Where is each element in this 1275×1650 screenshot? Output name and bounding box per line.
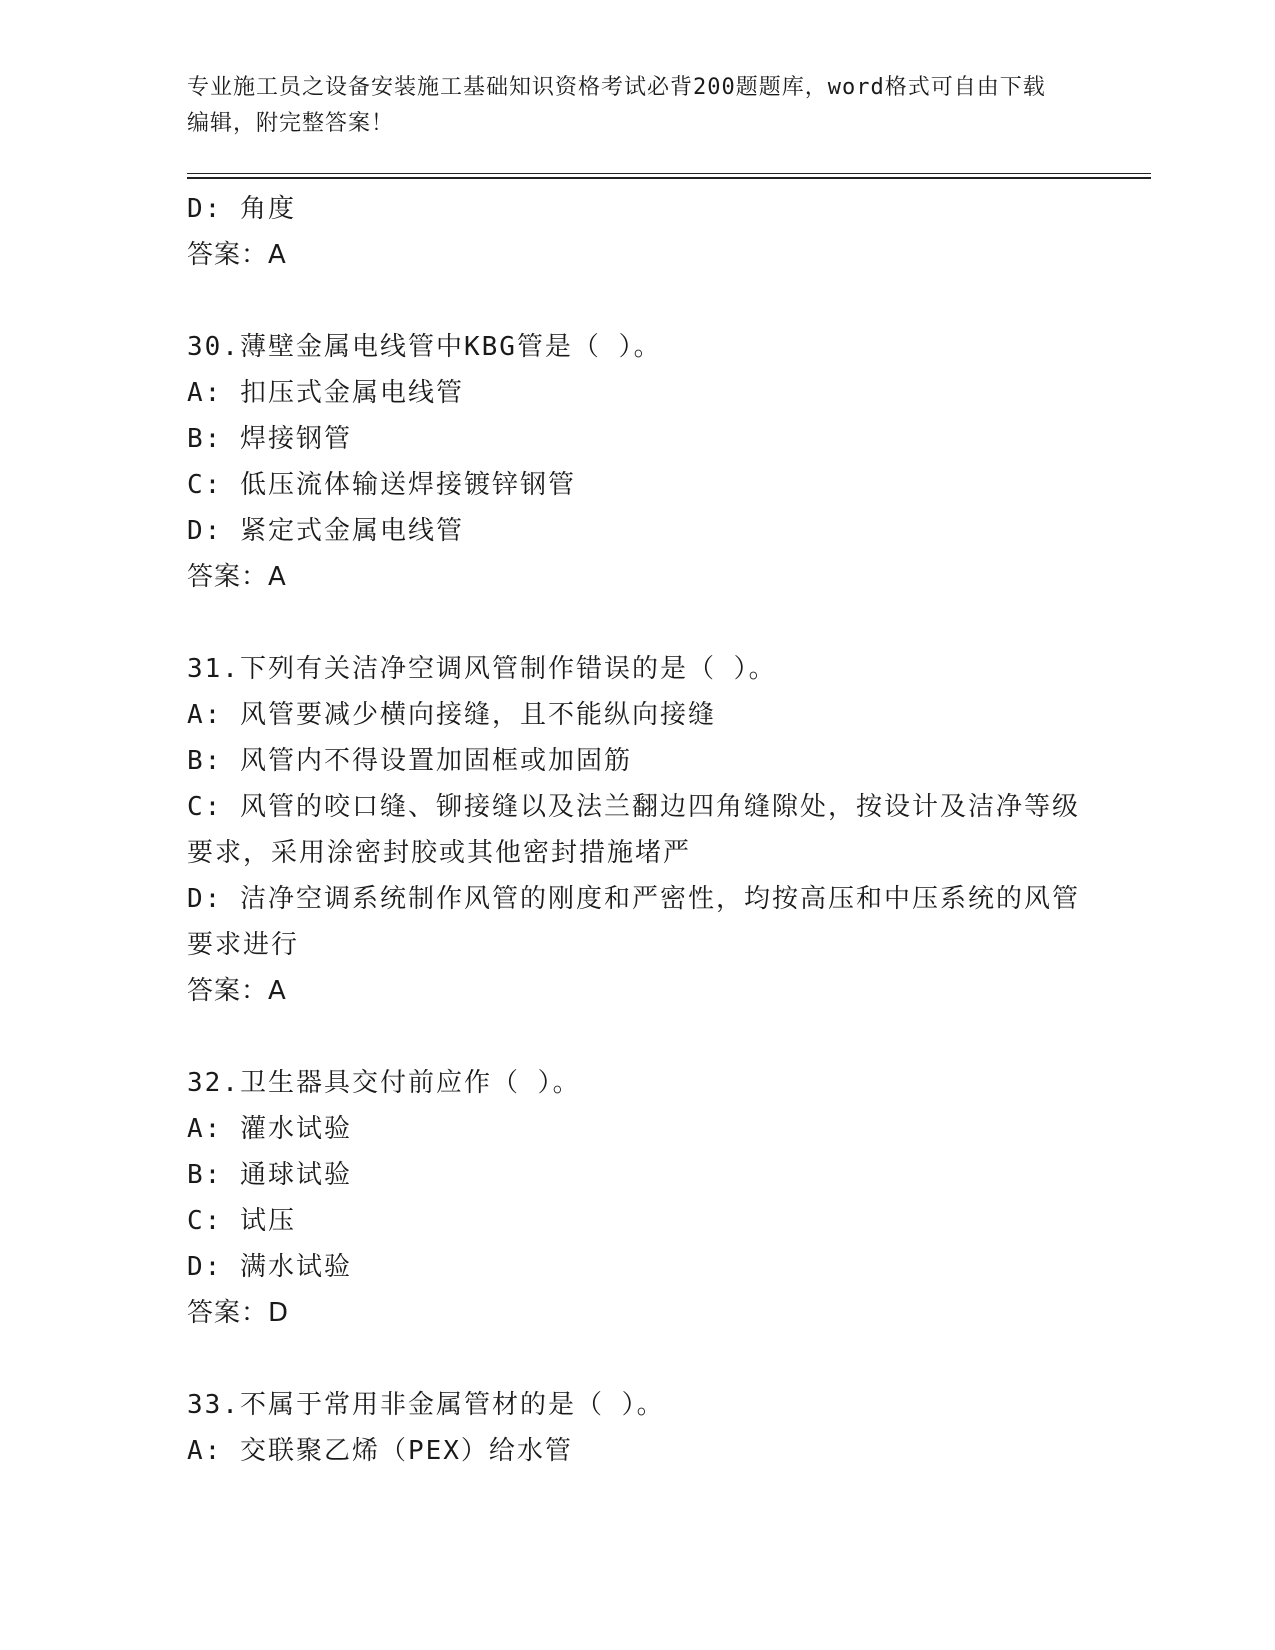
q33-option-a: A: 交联聚乙烯（PEX）给水管 <box>187 1436 573 1466</box>
q31-answer: 答案：A <box>187 976 287 1006</box>
q30-option-b: B: 焊接钢管 <box>187 424 352 454</box>
q30-answer: 答案：A <box>187 562 287 592</box>
header-rule-thin <box>187 173 1151 174</box>
document-header <box>187 70 1067 142</box>
q30-option-a: A: 扣压式金属电线管 <box>187 378 464 408</box>
spacer <box>187 278 1087 324</box>
prev-answer: 答案：A <box>187 240 287 270</box>
question-33: 33.不属于常用非金属管材的是（ ）。 <box>187 1390 665 1420</box>
spacer <box>187 600 1087 646</box>
q31-option-b: B: 风管内不得设置加固框或加固筋 <box>187 746 632 776</box>
q32-option-a: A: 灌水试验 <box>187 1114 352 1144</box>
question-32: 32.卫生器具交付前应作（ ）。 <box>187 1068 581 1098</box>
question-30: 30.薄壁金属电线管中KBG管是（ ）。 <box>187 332 662 362</box>
spacer <box>187 1014 1087 1060</box>
header-rule-thick <box>187 177 1151 179</box>
q32-option-c: C: 试压 <box>187 1206 296 1236</box>
q31-option-d: D: 洁净空调系统制作风管的刚度和严密性，均按高压和中压系统的风管要求进行 <box>187 884 1080 960</box>
q32-answer: 答案：D <box>187 1298 290 1328</box>
document-body <box>187 186 1087 1474</box>
q32-option-d: D: 满水试验 <box>187 1252 352 1282</box>
spacer <box>187 1336 1087 1382</box>
question-31: 31.下列有关洁净空调风管制作错误的是（ ）。 <box>187 654 777 684</box>
q31-option-c: C: 风管的咬口缝、铆接缝以及法兰翻边四角缝隙处，按设计及洁净等级要求，采用涂密封胶或其他密封措施堵严 <box>187 792 1080 868</box>
prev-option-d: D: 角度 <box>187 194 296 224</box>
q32-option-b: B: 通球试验 <box>187 1160 352 1190</box>
q31-option-a: A: 风管要减少横向接缝，且不能纵向接缝 <box>187 700 716 730</box>
q30-option-d: D: 紧定式金属电线管 <box>187 516 464 546</box>
header-title: 专业施工员之设备安装施工基础知识资格考试必背200题题库，word格式可自由下载编辑，附完整答案！ <box>187 75 1046 136</box>
q30-option-c: C: 低压流体输送焊接镀锌钢管 <box>187 470 576 500</box>
